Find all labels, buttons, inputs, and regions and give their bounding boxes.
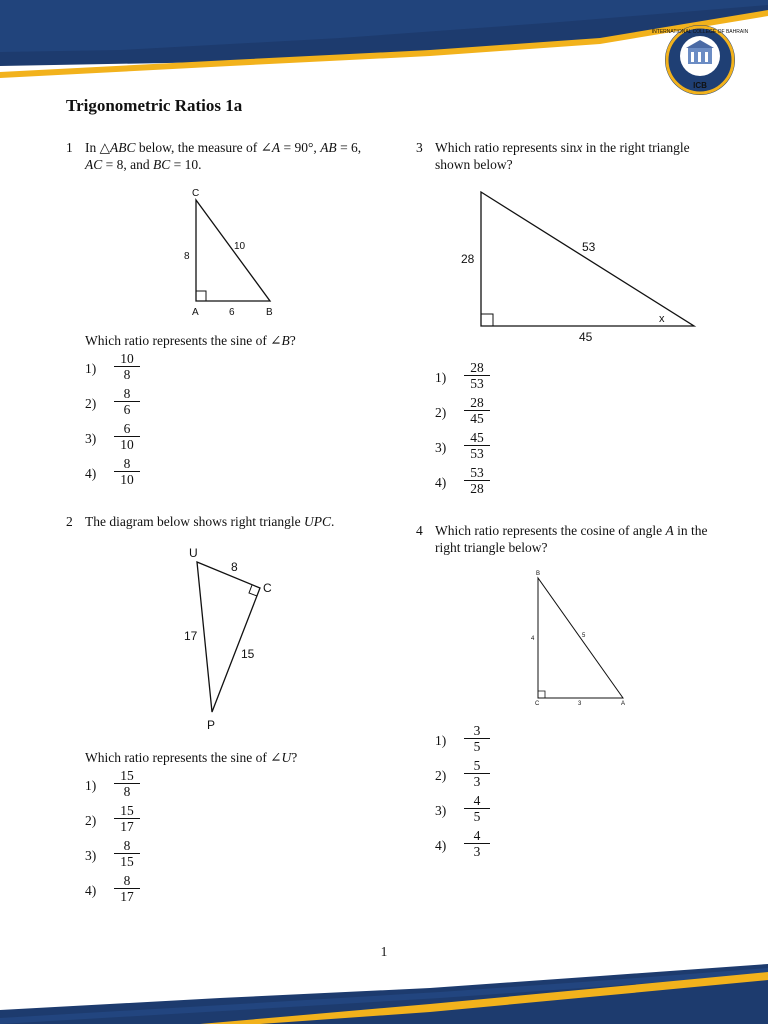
svg-text:B: B — [536, 571, 541, 577]
q3-choice-2[interactable]: 2) $\frac{28}{45}$ — [435, 395, 555, 431]
q2-choice-1[interactable]: 1) $\frac{15}{8}$ — [85, 768, 205, 804]
svg-text:15: 15 — [241, 647, 255, 661]
question-2 — [66, 513, 396, 533]
question-number: 2 — [66, 514, 73, 529]
q3-choice-1[interactable]: 1) $\frac{28}{53}$ — [435, 360, 555, 396]
q3-choice-3[interactable]: 3) $\frac{45}{53}$ — [435, 430, 555, 466]
svg-text:x: x — [659, 313, 665, 325]
svg-text:6: 6 — [229, 307, 235, 318]
svg-text:45: 45 — [579, 330, 593, 344]
svg-text:C: C — [535, 701, 540, 707]
question-text: The diagram below shows right triangle UPC. — [85, 514, 335, 529]
q4-choice-2[interactable]: 2) $\frac{5}{3}$ — [435, 758, 555, 794]
svg-text:8: 8 — [184, 251, 190, 262]
q4-choice-4[interactable]: 4) $\frac{4}{3}$ — [435, 828, 555, 864]
svg-text:10: 10 — [234, 241, 246, 252]
q4-choice-3[interactable]: 3) $\frac{4}{5}$ — [435, 793, 555, 829]
logo-top-text: INTERNATIONAL COLLEGE OF BAHRAIN — [651, 29, 749, 35]
question-3 — [416, 139, 756, 179]
question-text: Which ratio represents the cosine of angle A in the right triangle below? — [435, 523, 708, 555]
q1-choice-3[interactable]: 3) $\frac{6}{10}$ — [85, 421, 205, 457]
svg-text:U: U — [189, 546, 198, 560]
svg-text:C: C — [263, 581, 272, 595]
triangle-x-diagram — [450, 180, 710, 350]
svg-text:8: 8 — [231, 560, 238, 574]
svg-text:C: C — [192, 188, 200, 199]
question-text: In △ABC below, the measure of ∠A = 90°, AB = 6, AC = 8, and BC = 10. — [85, 140, 362, 172]
question-number: 3 — [416, 140, 423, 155]
q3-choice-4[interactable]: 4) $\frac{53}{28}$ — [435, 465, 555, 501]
question-number: 1 — [66, 140, 73, 155]
svg-text:53: 53 — [582, 240, 596, 254]
header-banner — [0, 0, 768, 100]
question-number: 4 — [416, 523, 423, 538]
q1-choice-1[interactable]: 1) $\frac{10}{8}$ — [85, 351, 205, 387]
svg-text:B: B — [266, 307, 273, 318]
footer-banner — [0, 960, 768, 1024]
q2-choice-4[interactable]: 4) $\frac{8}{17}$ — [85, 873, 205, 909]
q2-choice-2[interactable]: 2) $\frac{15}{17}$ — [85, 803, 205, 839]
svg-text:4: 4 — [531, 636, 535, 642]
q1-choice-2[interactable]: 2) $\frac{8}{6}$ — [85, 386, 205, 422]
svg-text:A: A — [192, 307, 199, 318]
page-title: Trigonometric Ratios 1a — [66, 96, 243, 115]
logo-bottom-text: ICB — [693, 81, 707, 90]
svg-text:5: 5 — [582, 633, 586, 639]
triangle-abc-diagram — [170, 185, 290, 325]
triangle-bca-diagram — [525, 565, 635, 710]
question-text: Which ratio represents sinx in the right triangle shown below? — [435, 140, 690, 172]
triangle-upc-diagram — [170, 540, 290, 740]
q2-choice-3[interactable]: 3) $\frac{8}{15}$ — [85, 838, 205, 874]
question-2-prompt: Which ratio represents the sine of ∠U? — [85, 750, 298, 765]
svg-text:3: 3 — [578, 701, 582, 707]
question-1 — [66, 139, 396, 179]
svg-text:P: P — [207, 718, 216, 732]
page-number: 1 — [380, 944, 388, 959]
question-4 — [416, 522, 756, 562]
question-1-prompt: Which ratio represents the sine of ∠B? — [85, 333, 296, 348]
q1-choice-4[interactable]: 4) $\frac{8}{10}$ — [85, 456, 205, 492]
svg-text:A: A — [621, 701, 626, 707]
svg-text:17: 17 — [184, 629, 198, 643]
q4-choice-1[interactable]: 1) $\frac{3}{5}$ — [435, 723, 555, 759]
svg-text:28: 28 — [461, 252, 475, 266]
